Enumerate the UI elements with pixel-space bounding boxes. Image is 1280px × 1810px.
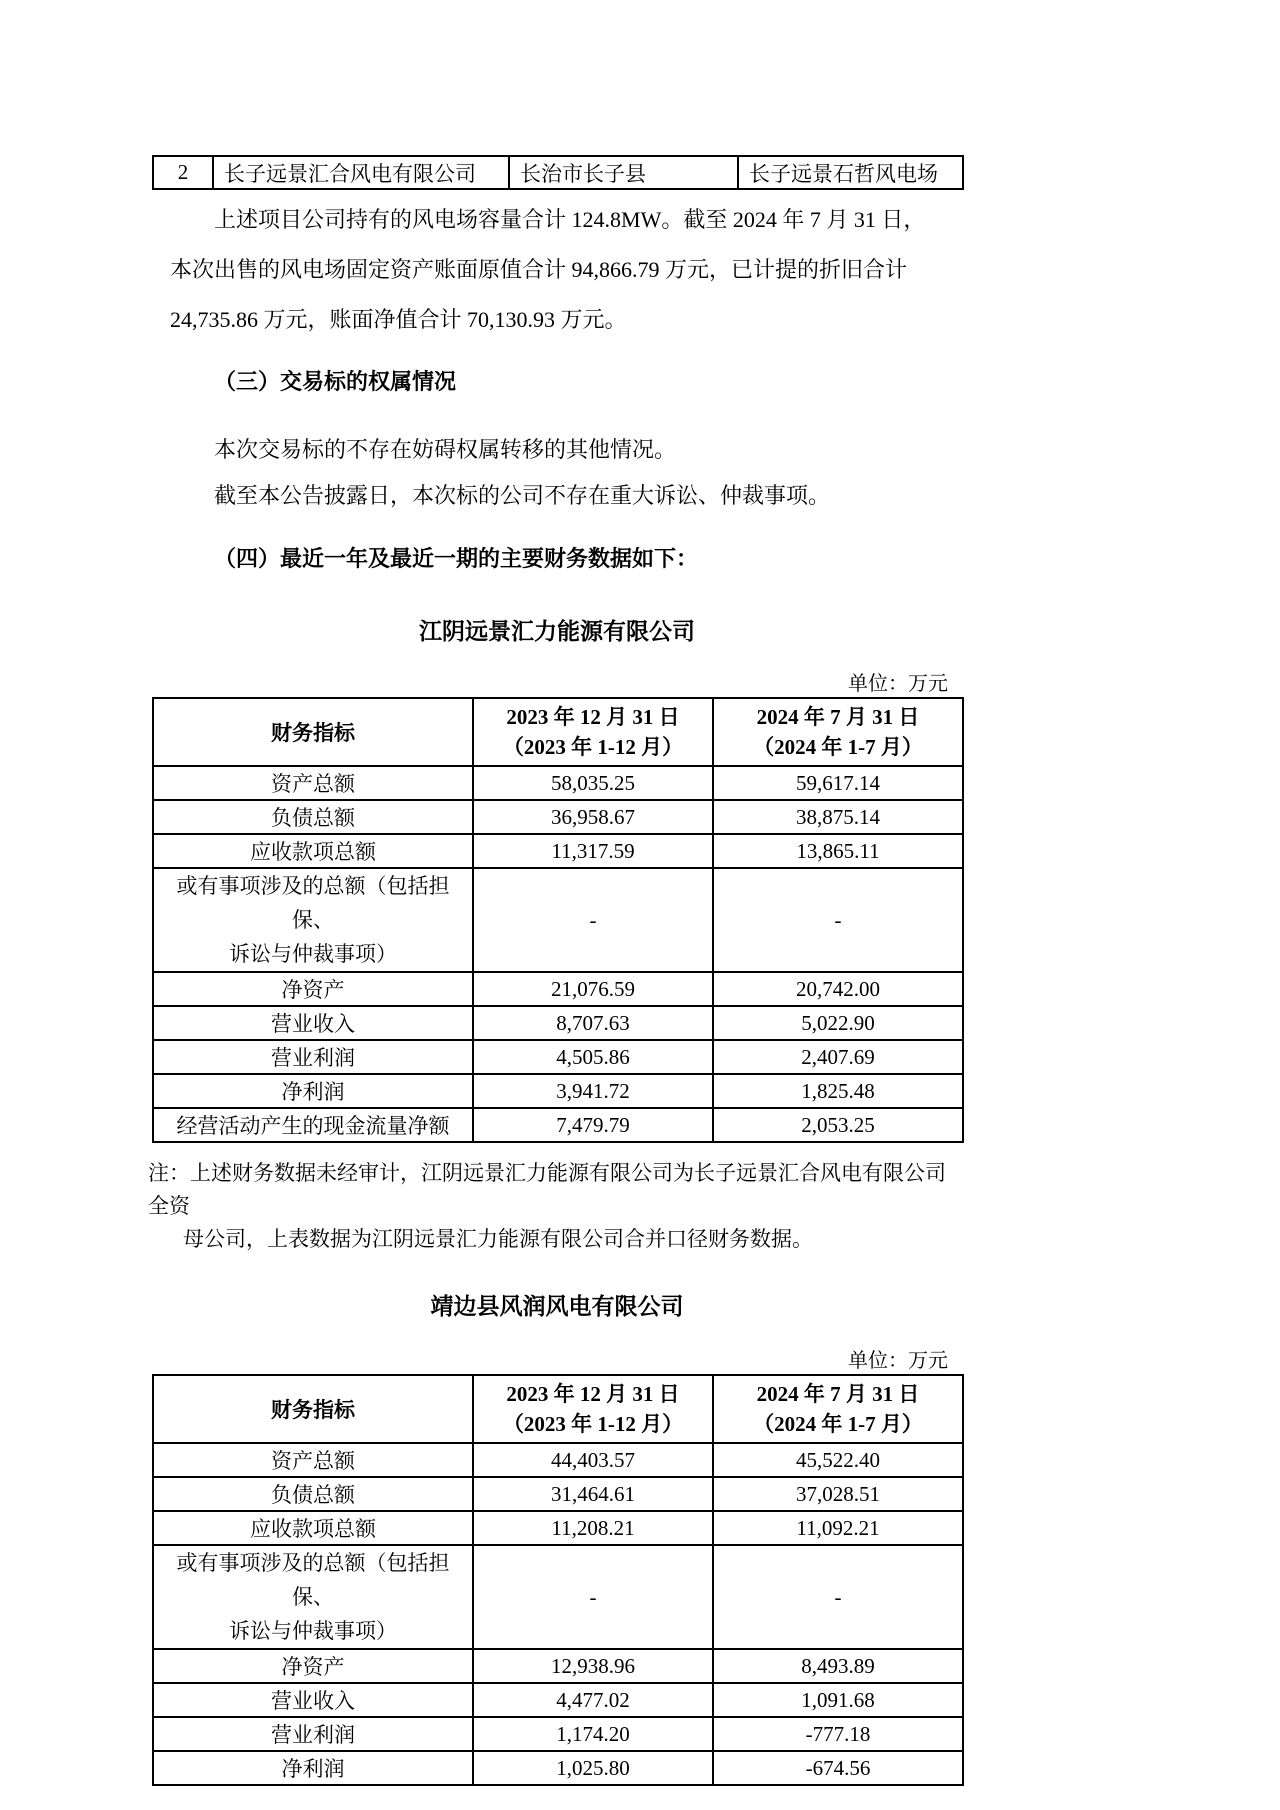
value-2023-cell: 1,174.20 bbox=[473, 1717, 713, 1751]
value-2023-cell: 1,025.80 bbox=[473, 1751, 713, 1785]
table-row bbox=[153, 1006, 963, 1040]
period-label: （2023 年 1-12 月） bbox=[502, 1412, 684, 1436]
indicator-cell: 营业收入 bbox=[153, 1683, 473, 1717]
indicator-cell bbox=[153, 868, 473, 972]
value-2024-cell: 20,742.00 bbox=[713, 972, 963, 1006]
section-three-heading: （三）交易标的权属情况 bbox=[214, 369, 457, 394]
financial-note bbox=[148, 1157, 964, 1256]
indicator-cell: 营业收入 bbox=[153, 1006, 473, 1040]
section-three-paragraph: 本次交易标的不存在妨碍权属转移的其他情况。 bbox=[214, 437, 677, 462]
value-2023-cell: 4,505.86 bbox=[473, 1040, 713, 1074]
table-row bbox=[153, 1751, 963, 1785]
table-row bbox=[153, 1683, 963, 1717]
financial-table-title: 江阴远景汇力能源有限公司 bbox=[419, 619, 695, 644]
period-label: 2023 年 12 月 31 日 bbox=[506, 705, 680, 729]
value-2024-cell: - bbox=[713, 868, 963, 972]
paragraph-line: 24,735.86 万元，账面净值合计 70,130.93 万元。 bbox=[170, 307, 627, 332]
table-row bbox=[153, 1477, 963, 1511]
table-row bbox=[153, 1074, 963, 1108]
table-row bbox=[153, 1443, 963, 1477]
paragraph-line: 上述项目公司持有的风电场容量合计 124.8MW。截至 2024 年 7 月 31 日， bbox=[214, 207, 926, 232]
unit-label: 单位：万元 bbox=[848, 1350, 948, 1372]
table-row bbox=[153, 834, 963, 868]
value-2023-cell: 8,707.63 bbox=[473, 1006, 713, 1040]
value-2024-cell: 2,407.69 bbox=[713, 1040, 963, 1074]
paragraph-line: 本次出售的风电场固定资产账面原值合计 94,866.79 万元，已计提的折旧合计 bbox=[170, 257, 908, 282]
period-label: （2024 年 1-7 月） bbox=[753, 1412, 923, 1436]
table-header-row bbox=[153, 698, 963, 766]
value-2023-cell: 31,464.61 bbox=[473, 1477, 713, 1511]
period-2024-header-cell bbox=[713, 1375, 963, 1443]
table-row bbox=[153, 1545, 963, 1649]
indicator-cell: 负债总额 bbox=[153, 1477, 473, 1511]
carryover-table bbox=[152, 155, 964, 190]
table-row bbox=[153, 868, 963, 972]
indicator-cell: 负债总额 bbox=[153, 800, 473, 834]
indicator-label-line: 诉讼与仲裁事项） bbox=[229, 1619, 397, 1643]
period-label: （2024 年 1-7 月） bbox=[753, 735, 923, 759]
indicator-header-cell: 财务指标 bbox=[153, 698, 473, 766]
period-label: 2023 年 12 月 31 日 bbox=[506, 1382, 680, 1406]
value-2023-cell: 4,477.02 bbox=[473, 1683, 713, 1717]
indicator-cell: 净资产 bbox=[153, 972, 473, 1006]
value-2024-cell: 38,875.14 bbox=[713, 800, 963, 834]
value-2024-cell: 59,617.14 bbox=[713, 766, 963, 800]
indicator-label-line: 诉讼与仲裁事项） bbox=[229, 942, 397, 966]
indicator-cell: 净利润 bbox=[153, 1751, 473, 1785]
table-row bbox=[153, 972, 963, 1006]
value-2024-cell: 1,825.48 bbox=[713, 1074, 963, 1108]
section-three-paragraph: 截至本公告披露日，本次标的公司不存在重大诉讼、仲裁事项。 bbox=[214, 483, 831, 508]
section-four-heading: （四）最近一年及最近一期的主要财务数据如下： bbox=[214, 546, 699, 571]
intro-paragraph bbox=[170, 195, 962, 345]
period-label: 2024 年 7 月 31 日 bbox=[756, 1382, 920, 1406]
indicator-cell: 净利润 bbox=[153, 1074, 473, 1108]
value-2023-cell: 3,941.72 bbox=[473, 1074, 713, 1108]
value-2024-cell: 1,091.68 bbox=[713, 1683, 963, 1717]
note-line: 注：上述财务数据未经审计，江阴远景汇力能源有限公司为长子远景汇合风电有限公司全资 bbox=[148, 1161, 946, 1218]
table-row bbox=[153, 766, 963, 800]
period-2023-header-cell bbox=[473, 1375, 713, 1443]
note-line: 母公司，上表数据为江阴远景汇力能源有限公司合并口径财务数据。 bbox=[183, 1227, 813, 1251]
value-2024-cell: 2,053.25 bbox=[713, 1108, 963, 1142]
table-row bbox=[153, 800, 963, 834]
wind-farm-name-cell: 长子远景石哲风电场 bbox=[738, 156, 963, 189]
value-2024-cell: - bbox=[713, 1545, 963, 1649]
value-2023-cell: - bbox=[473, 1545, 713, 1649]
financial-table bbox=[152, 697, 964, 1143]
period-2024-header-cell bbox=[713, 698, 963, 766]
indicator-cell: 经营活动产生的现金流量净额 bbox=[153, 1108, 473, 1142]
value-2023-cell: 12,938.96 bbox=[473, 1649, 713, 1683]
value-2024-cell: 37,028.51 bbox=[713, 1477, 963, 1511]
table-row bbox=[153, 1040, 963, 1074]
company-name-cell: 长子远景汇合风电有限公司 bbox=[213, 156, 509, 189]
period-2023-header-cell bbox=[473, 698, 713, 766]
value-2023-cell: 7,479.79 bbox=[473, 1108, 713, 1142]
value-2023-cell: 11,208.21 bbox=[473, 1511, 713, 1545]
value-2024-cell: -777.18 bbox=[713, 1717, 963, 1751]
indicator-cell: 应收款项总额 bbox=[153, 1511, 473, 1545]
table-row bbox=[153, 156, 963, 189]
indicator-cell: 营业利润 bbox=[153, 1717, 473, 1751]
indicator-cell: 应收款项总额 bbox=[153, 834, 473, 868]
value-2024-cell: 11,092.21 bbox=[713, 1511, 963, 1545]
indicator-label-line: 或有事项涉及的总额（包括担保、 bbox=[176, 1551, 450, 1609]
indicator-cell bbox=[153, 1545, 473, 1649]
value-2023-cell: 58,035.25 bbox=[473, 766, 713, 800]
indicator-header-cell: 财务指标 bbox=[153, 1375, 473, 1443]
table-header-row bbox=[153, 1375, 963, 1443]
value-2023-cell: 11,317.59 bbox=[473, 834, 713, 868]
indicator-cell: 营业利润 bbox=[153, 1040, 473, 1074]
value-2024-cell: -674.56 bbox=[713, 1751, 963, 1785]
period-label: 2024 年 7 月 31 日 bbox=[756, 705, 920, 729]
indicator-cell: 资产总额 bbox=[153, 766, 473, 800]
value-2023-cell: - bbox=[473, 868, 713, 972]
financial-table bbox=[152, 1374, 964, 1786]
unit-label: 单位：万元 bbox=[848, 673, 948, 695]
value-2024-cell: 5,022.90 bbox=[713, 1006, 963, 1040]
table-row bbox=[153, 1108, 963, 1142]
value-2024-cell: 8,493.89 bbox=[713, 1649, 963, 1683]
value-2024-cell: 45,522.40 bbox=[713, 1443, 963, 1477]
period-label: （2023 年 1-12 月） bbox=[502, 735, 684, 759]
indicator-cell: 净资产 bbox=[153, 1649, 473, 1683]
table-row bbox=[153, 1649, 963, 1683]
value-2023-cell: 36,958.67 bbox=[473, 800, 713, 834]
indicator-cell: 资产总额 bbox=[153, 1443, 473, 1477]
table-row bbox=[153, 1511, 963, 1545]
indicator-label-line: 或有事项涉及的总额（包括担保、 bbox=[176, 874, 450, 932]
financial-table-title: 靖边县风润风电有限公司 bbox=[430, 1294, 684, 1319]
row-number-cell: 2 bbox=[153, 156, 213, 189]
value-2023-cell: 21,076.59 bbox=[473, 972, 713, 1006]
company-location-cell: 长治市长子县 bbox=[509, 156, 738, 189]
value-2023-cell: 44,403.57 bbox=[473, 1443, 713, 1477]
table-row bbox=[153, 1717, 963, 1751]
value-2024-cell: 13,865.11 bbox=[713, 834, 963, 868]
